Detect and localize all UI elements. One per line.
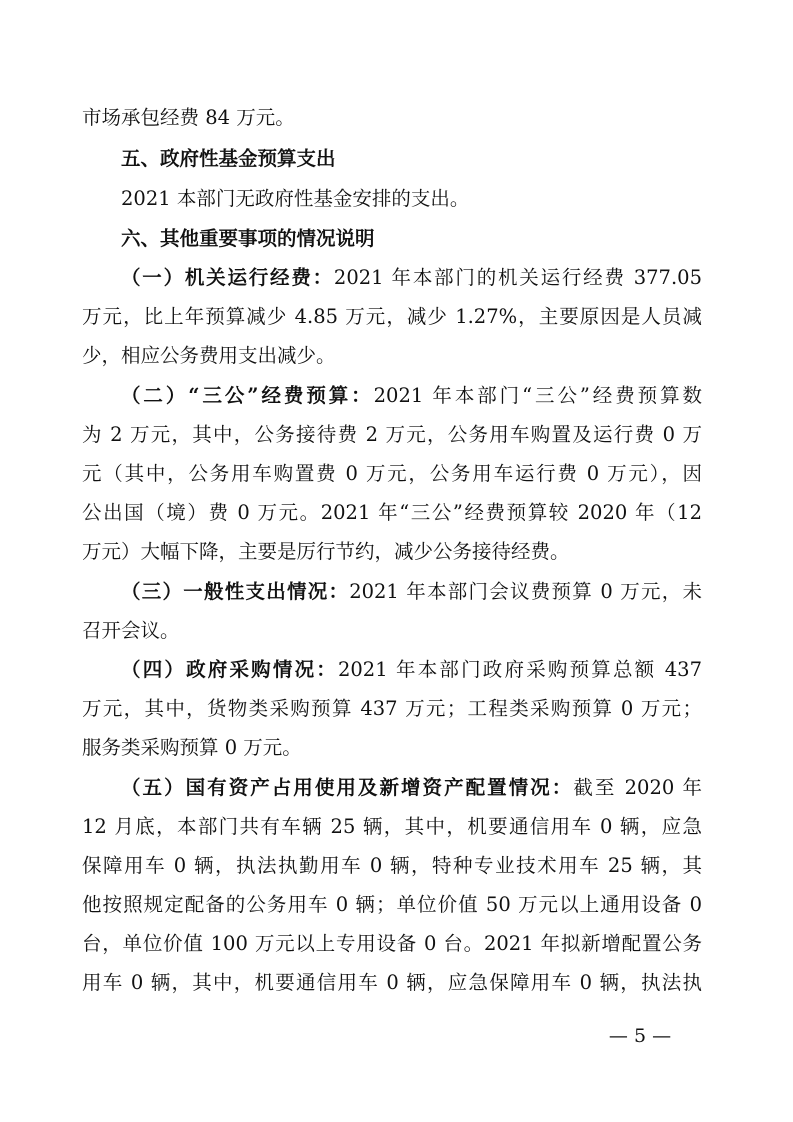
text-line: 他按照规定配备的公务用车 0 辆；单位价值 50 万元以上通用设备 0 (82, 893, 702, 916)
text-line: 市场承包经费 84 万元。 (82, 106, 295, 129)
text-line: 公出国（境）费 0 万元。2021 年“三公”经费预算较 2020 年（12 (82, 501, 702, 524)
paragraph-first-line (121, 580, 702, 604)
subsection-heading: （二）“三公”经费预算： (121, 384, 374, 407)
page-number: — 5 — (608, 1025, 672, 1047)
paragraph-first-line (121, 266, 702, 290)
text-run: 2021 年本部门的机关运行经费 377.05 (333, 266, 702, 289)
text-run: 截至 2020 年 (573, 776, 702, 799)
text-line: 用车 0 辆，其中，机要通信用车 0 辆，应急保障用车 0 辆，执法执 (82, 971, 702, 994)
text-line: 万元，其中，货物类采购预算 437 万元；工程类采购预算 0 万元； (82, 697, 702, 720)
subsection-heading: （三）一般性支出情况： (121, 580, 350, 603)
paragraph-first-line (121, 776, 702, 800)
text-line: 少，相应公务费用支出减少。 (82, 344, 336, 367)
text-line: 万元，比上年预算减少 4.85 万元，减少 1.27%，主要原因是人员减 (82, 305, 702, 328)
section-heading: 五、政府性基金预算支出 (121, 147, 336, 170)
paragraph-first-line (121, 384, 702, 408)
paragraph-first-line (121, 658, 702, 682)
subsection-heading: （四）政府采购情况： (121, 658, 338, 681)
subsection-heading: （一）机关运行经费： (121, 266, 334, 289)
text-run: 2021 年本部门会议费预算 0 万元，未 (349, 580, 702, 603)
text-line: 保障用车 0 辆，执法执勤用车 0 辆，特种专业技术用车 25 辆，其 (82, 854, 702, 877)
text-run: 2021 年本部门“三公”经费预算数 (373, 384, 703, 407)
text-line: 元（其中，公务用车购置费 0 万元，公务用车运行费 0 万元），因 (82, 462, 702, 485)
text-line: 台，单位价值 100 万元以上专用设备 0 台。2021 年拟新增配置公务 (82, 932, 702, 955)
text-line: 服务类采购预算 0 万元。 (82, 736, 302, 759)
subsection-heading: （五）国有资产占用使用及新增资产配置情况： (121, 776, 574, 799)
text-line: 2021 本部门无政府性基金安排的支出。 (121, 187, 470, 210)
text-line: 万元）大幅下降，主要是厉行节约，减少公务接待经费。 (82, 540, 570, 563)
text-line: 召开会议。 (82, 619, 180, 642)
text-line: 为 2 万元，其中，公务接待费 2 万元，公务用车购置及运行费 0 万 (82, 423, 702, 446)
text-run: 2021 年本部门政府采购预算总额 437 (337, 658, 702, 681)
section-heading: 六、其他重要事项的情况说明 (121, 227, 375, 250)
text-line: 12 月底，本部门共有车辆 25 辆，其中，机要通信用车 0 辆，应急 (82, 815, 702, 838)
